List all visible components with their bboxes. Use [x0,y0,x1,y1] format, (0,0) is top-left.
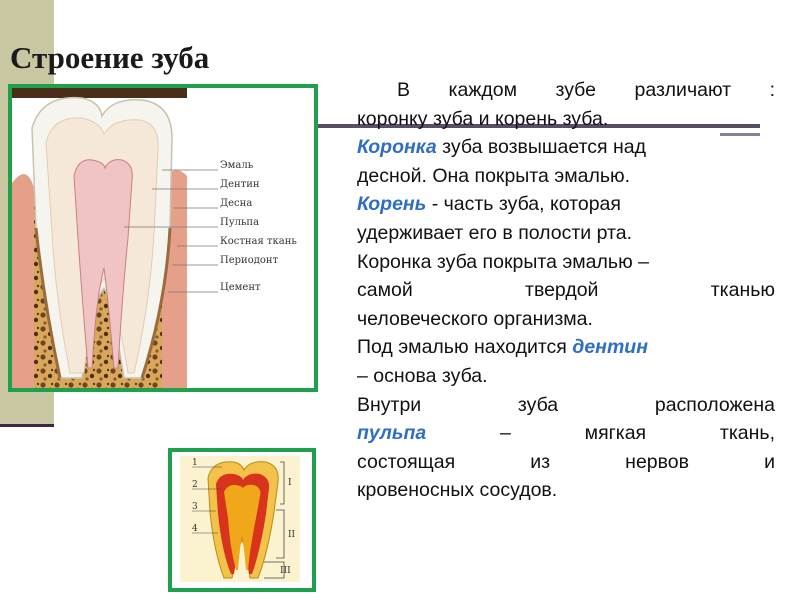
text-line: состоящая из нервов и [357,450,775,473]
label-periodontium: Периодонт [220,255,279,266]
term-pulp: пульпа [357,422,427,445]
small-label-roman-2: II [288,530,296,540]
text-line: В каждом зубе различают : [397,79,775,101]
text-line: – основа зуба. [357,364,488,387]
tooth-diagram-frame [8,84,318,392]
small-label-roman-1: I [288,478,292,488]
slide-title: Строение зуба [10,40,210,75]
text-line: удерживает его в полости рта. [357,221,633,244]
label-dentin: Дентин [220,179,260,190]
text-line: кровеносных сосудов. [357,479,558,502]
text-line: пульпа – мягкая ткань, [357,422,775,445]
text-line: десной. Она покрыта эмалью. [357,164,631,187]
label-pulp: Пульпа [220,217,260,228]
small-label-roman-3: III [280,566,291,576]
small-label-4: 4 [192,524,198,534]
text-line: самой твердой тканью [357,279,775,302]
text-line: Коронка зуба возвышается над [357,136,647,159]
text-line: коронку зуба и корень зуба. [357,107,609,130]
small-label-3: 3 [192,502,198,512]
term-root: Корень [357,193,427,216]
label-gum: Десна [220,198,253,209]
text-line: Под эмалью находится дентин [357,336,648,359]
text-line: Внутри зуба расположена [357,393,775,416]
body-text [357,76,775,505]
small-label-1: 1 [192,458,198,468]
left-accent-rule [0,424,54,427]
text-line: Корень - часть зуба, которая [357,193,621,216]
small-diagram-labels [172,452,312,588]
term-crown: Коронка [357,136,437,159]
text-line: человеческого организма. [357,307,593,330]
small-label-2: 2 [192,480,198,490]
text-line: Коронка зуба покрыта эмалью – [357,250,649,273]
term-dentin: дентин [572,336,648,359]
label-cement: Цемент [220,282,261,293]
small-tooth-diagram-frame [168,448,316,592]
label-bone-tissue: Костная ткань [220,236,297,247]
label-enamel: Эмаль [220,160,254,171]
